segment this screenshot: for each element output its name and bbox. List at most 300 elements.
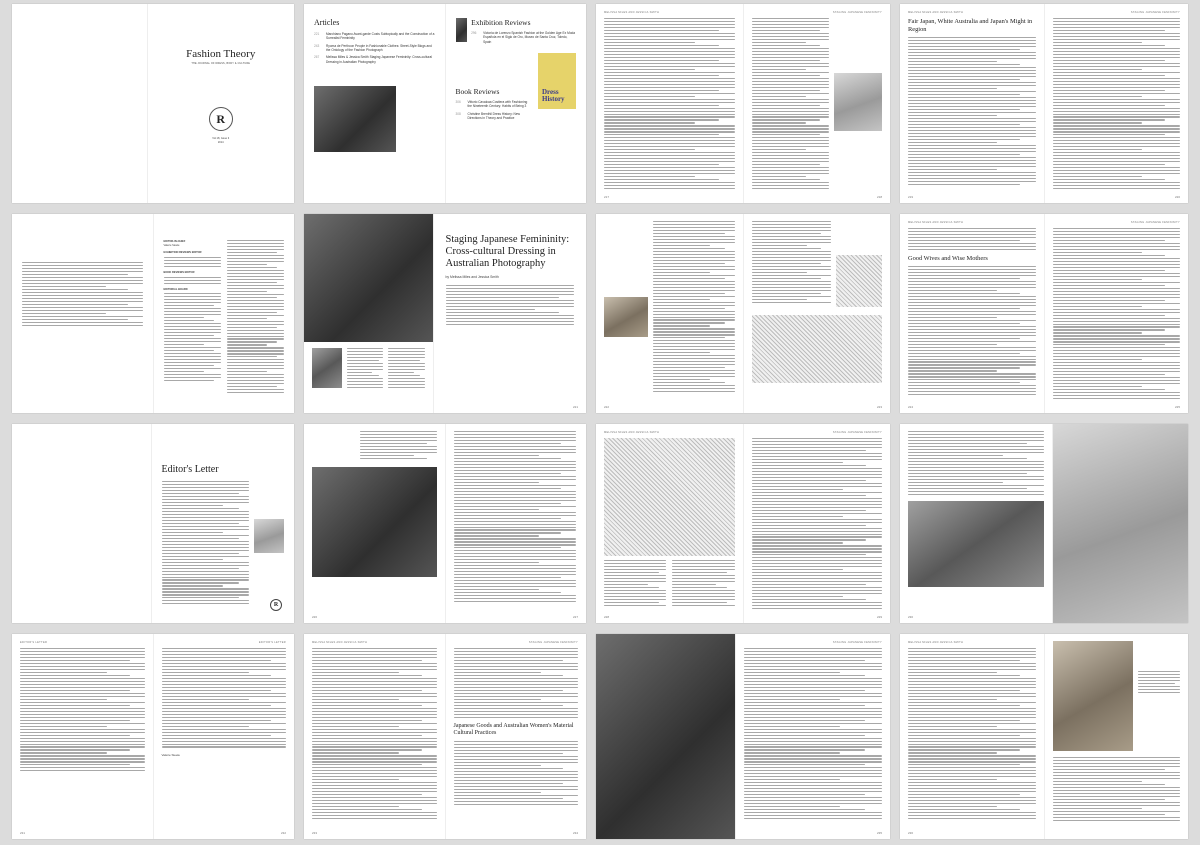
text-line	[604, 137, 735, 138]
text-line	[1053, 33, 1181, 34]
text-line	[454, 482, 540, 483]
text-line	[1053, 234, 1181, 235]
text-line	[454, 553, 577, 554]
text-line	[604, 167, 735, 168]
text-line	[744, 648, 883, 649]
text-line	[908, 482, 1003, 483]
text-line	[227, 374, 284, 375]
text-line	[312, 726, 399, 727]
text-line	[604, 102, 735, 103]
text-line	[1053, 261, 1181, 262]
text-line	[672, 599, 734, 600]
text-line	[227, 336, 284, 337]
text-line	[604, 161, 735, 162]
text-line	[653, 245, 710, 246]
text-line	[604, 108, 735, 109]
text-line	[22, 289, 128, 290]
opening-photo-page	[304, 214, 434, 413]
article-page-i-left	[596, 634, 736, 839]
text-line	[744, 770, 883, 771]
editor-portrait	[254, 519, 284, 553]
text-line	[908, 675, 1020, 676]
text-line	[454, 762, 579, 763]
text-line	[752, 501, 883, 502]
text-line	[752, 75, 820, 76]
text-line	[1053, 240, 1165, 241]
masthead-right-page	[154, 214, 295, 413]
text-line	[752, 590, 883, 591]
publisher-logo-letter: R	[216, 111, 226, 126]
text-line	[1053, 258, 1181, 259]
text-line	[312, 705, 422, 706]
text-line	[1053, 760, 1181, 761]
book-cover	[538, 53, 576, 109]
text-line	[744, 654, 883, 655]
text-line	[1053, 365, 1181, 366]
text-line	[388, 384, 424, 385]
article-page-j-left	[900, 634, 1045, 839]
letter-continued-right	[154, 634, 295, 839]
book-reviews-editor-heading: BOOK REVIEWS EDITOR	[163, 270, 195, 274]
text-line	[227, 288, 284, 289]
text-line	[20, 755, 145, 756]
text-line	[752, 263, 822, 264]
text-line	[162, 717, 287, 718]
text-line	[908, 794, 1020, 795]
text-line	[227, 300, 284, 301]
text-line	[604, 593, 666, 594]
text-line	[1053, 143, 1181, 144]
masthead-names	[164, 277, 221, 284]
text-line	[752, 462, 843, 463]
text-line	[312, 749, 422, 750]
text-line	[20, 648, 145, 649]
reviewer-portrait	[456, 18, 468, 42]
text-line	[347, 369, 383, 370]
text-line	[446, 318, 575, 319]
text-line	[162, 720, 272, 721]
text-line	[227, 249, 284, 250]
text-line	[1053, 778, 1181, 779]
text-line	[454, 488, 562, 489]
text-line	[227, 252, 277, 253]
text-line	[454, 663, 579, 664]
text-line	[653, 284, 735, 285]
text-line	[908, 100, 1036, 101]
text-line	[227, 246, 284, 247]
text-line	[454, 777, 579, 778]
text-line	[752, 551, 883, 552]
text-line	[752, 266, 832, 267]
text-line	[908, 157, 1036, 158]
text-line	[1053, 30, 1165, 31]
running-head-left: MELISSA MILES AND JESSICA SMITH	[908, 221, 964, 224]
body-text	[752, 18, 830, 189]
text-line	[164, 283, 221, 284]
toc-page-number: 296	[471, 31, 477, 35]
text-line	[312, 785, 437, 786]
text-line	[312, 755, 437, 756]
text-line	[1053, 42, 1142, 43]
text-line	[22, 319, 128, 320]
text-line	[20, 690, 130, 691]
text-line	[162, 588, 250, 589]
text-line	[1053, 315, 1165, 316]
text-line	[908, 166, 1036, 167]
text-line	[752, 474, 883, 475]
text-line	[1053, 164, 1165, 165]
text-line	[908, 178, 1036, 179]
text-line	[752, 63, 830, 64]
text-line	[908, 359, 1036, 360]
text-line	[162, 666, 287, 667]
text-line	[752, 108, 830, 109]
text-line	[227, 276, 284, 277]
text-line	[1053, 39, 1181, 40]
text-line	[162, 597, 239, 598]
article-page-f-right	[744, 424, 891, 623]
text-line	[1138, 686, 1181, 687]
text-line	[162, 690, 272, 691]
text-line	[908, 815, 1036, 816]
text-line	[312, 809, 422, 810]
text-line	[312, 729, 437, 730]
text-line	[162, 529, 250, 530]
folio: 232	[280, 831, 286, 835]
text-line	[1053, 769, 1165, 770]
text-line	[454, 574, 577, 575]
text-line	[20, 746, 145, 747]
text-line	[908, 461, 1044, 462]
text-line	[744, 773, 883, 774]
folio: 236	[908, 831, 914, 835]
text-line	[752, 119, 820, 120]
text-line	[454, 470, 577, 471]
text-line	[744, 657, 883, 658]
text-line	[1053, 152, 1181, 153]
folio: 222	[604, 405, 610, 409]
text-line	[454, 654, 579, 655]
text-line	[752, 608, 883, 609]
text-line	[908, 394, 1036, 395]
text-line	[908, 494, 1044, 495]
text-line	[20, 752, 107, 753]
text-line	[20, 735, 130, 736]
text-line	[672, 560, 734, 561]
text-line	[752, 486, 883, 487]
text-line	[604, 566, 666, 567]
text-line	[162, 562, 250, 563]
text-line	[454, 651, 579, 652]
text-line	[454, 568, 577, 569]
text-line	[454, 497, 577, 498]
text-line	[1053, 179, 1165, 180]
text-line	[908, 373, 1036, 374]
text-line	[347, 375, 379, 376]
text-line	[1053, 249, 1181, 250]
text-line	[752, 170, 830, 171]
text-line	[162, 741, 287, 742]
text-line	[454, 556, 577, 557]
text-line	[347, 363, 383, 364]
text-line	[164, 356, 221, 357]
text-line	[1053, 790, 1181, 791]
text-line	[20, 657, 145, 658]
text-line	[347, 348, 383, 349]
text-line	[454, 804, 579, 805]
text-line	[454, 678, 579, 679]
text-line	[604, 152, 735, 153]
text-line	[164, 257, 221, 258]
text-line	[388, 381, 424, 382]
text-line	[752, 30, 820, 31]
text-line	[908, 779, 997, 780]
text-line	[908, 752, 997, 753]
text-line	[312, 651, 437, 652]
text-line	[22, 292, 143, 293]
spread-article-b	[900, 4, 1188, 203]
article-page-g-right	[1053, 424, 1189, 623]
section-heading: Fair Japan, White Australia and Japan's Might in Region	[908, 18, 1033, 33]
text-line	[162, 746, 287, 747]
text-line	[752, 299, 808, 300]
text-line	[908, 776, 1036, 777]
text-line	[454, 753, 564, 754]
text-line	[162, 681, 287, 682]
text-line	[1053, 811, 1181, 812]
text-line	[347, 351, 383, 352]
text-line	[162, 493, 239, 494]
text-line	[227, 291, 267, 292]
text-line	[20, 696, 145, 697]
text-line	[446, 288, 575, 289]
text-line	[162, 490, 250, 491]
text-line	[162, 535, 250, 536]
text-line	[752, 122, 806, 123]
text-line	[604, 66, 735, 67]
text-line	[312, 696, 437, 697]
text-line	[604, 75, 719, 76]
text-line	[744, 758, 883, 759]
text-line	[227, 282, 277, 283]
text-line	[1053, 341, 1181, 342]
text-line	[908, 788, 1036, 789]
figure-engraving	[604, 438, 735, 556]
text-line	[752, 465, 867, 466]
text-line	[752, 278, 822, 279]
text-line	[752, 566, 883, 567]
text-line	[454, 672, 541, 673]
text-line	[744, 732, 883, 733]
text-line	[604, 140, 735, 141]
text-line	[908, 690, 1020, 691]
text-line	[162, 735, 272, 736]
text-line	[1053, 814, 1165, 815]
text-line	[908, 181, 1036, 182]
issue-label: Vol 18, Issue 3	[212, 137, 230, 141]
running-head-left: EDITOR'S LETTER	[20, 641, 48, 644]
text-line	[312, 741, 437, 742]
body-text	[672, 560, 734, 606]
body-text	[454, 648, 579, 718]
text-line	[1053, 784, 1165, 785]
toc-page-number: 221	[314, 32, 320, 36]
text-line	[908, 332, 1036, 333]
text-line	[653, 370, 735, 371]
text-line	[454, 583, 577, 584]
text-line	[604, 563, 666, 564]
text-line	[908, 163, 1036, 164]
text-line	[227, 243, 284, 244]
text-line	[1053, 395, 1181, 396]
text-line	[908, 85, 1036, 86]
text-line	[1053, 344, 1165, 345]
toc-entry-text: Marchiano Pagano Avant-garde Costs Subtopically and the Construction of a Surrealist Femininity	[326, 32, 435, 41]
text-line	[454, 589, 540, 590]
text-line	[752, 492, 883, 493]
text-line	[162, 559, 223, 560]
text-line	[164, 280, 221, 281]
text-line	[604, 122, 695, 123]
exhibitions-list	[471, 31, 576, 44]
text-line	[908, 663, 1036, 664]
text-line	[604, 24, 735, 25]
spread-contents	[304, 4, 586, 203]
text-line	[1053, 353, 1181, 354]
text-line	[1053, 276, 1181, 277]
text-line	[908, 112, 1036, 113]
text-line	[908, 103, 1036, 104]
running-head-left: MELISSA MILES AND JESSICA SMITH	[908, 641, 964, 644]
text-line	[908, 437, 1044, 438]
text-line	[20, 764, 130, 765]
text-line	[908, 237, 1036, 238]
text-line	[227, 279, 284, 280]
text-line	[752, 513, 883, 514]
text-line	[604, 63, 735, 64]
text-line	[908, 388, 1036, 389]
text-line	[454, 458, 562, 459]
text-line	[908, 344, 997, 345]
toc-page-number: 267	[314, 55, 320, 60]
text-line	[1138, 680, 1181, 681]
text-line	[908, 791, 1036, 792]
text-line	[908, 687, 1036, 688]
text-line	[744, 746, 883, 747]
text-line	[752, 179, 820, 180]
text-line	[360, 431, 437, 432]
text-line	[454, 559, 577, 560]
text-line	[1053, 338, 1181, 339]
text-line	[752, 536, 883, 537]
text-line	[752, 534, 883, 535]
text-line	[20, 687, 145, 688]
text-line	[752, 69, 806, 70]
text-line	[227, 371, 267, 372]
text-line	[20, 702, 145, 703]
text-line	[454, 521, 577, 522]
text-line	[752, 66, 830, 67]
text-line	[312, 803, 437, 804]
text-line	[347, 372, 372, 373]
text-line	[20, 669, 145, 670]
text-line	[908, 290, 997, 291]
text-line	[908, 320, 1036, 321]
text-line	[653, 343, 735, 344]
text-line	[752, 36, 830, 37]
text-line	[454, 780, 579, 781]
text-line	[744, 690, 866, 691]
text-line	[1053, 87, 1181, 88]
toc-entry	[456, 100, 533, 109]
text-line	[653, 305, 735, 306]
text-line	[604, 27, 735, 28]
text-line	[744, 741, 883, 742]
text-line	[312, 720, 422, 721]
text-line	[312, 681, 437, 682]
text-line	[653, 314, 735, 315]
text-line	[312, 815, 437, 816]
text-line	[908, 732, 1036, 733]
spread-article-h	[304, 634, 586, 839]
text-line	[908, 726, 997, 727]
text-line	[908, 654, 1036, 655]
text-line	[604, 599, 666, 600]
text-line	[227, 383, 284, 384]
text-line	[653, 230, 735, 231]
text-line	[454, 690, 564, 691]
text-line	[653, 352, 710, 353]
text-line	[908, 311, 1036, 312]
text-line	[164, 302, 221, 303]
text-line	[752, 105, 820, 106]
text-line	[454, 518, 562, 519]
text-line	[752, 504, 883, 505]
text-line	[744, 699, 841, 700]
running-head-right: STAGING JAPANESE FEMININITY	[528, 641, 578, 644]
text-line	[744, 735, 866, 736]
text-line	[752, 227, 832, 228]
text-line	[908, 761, 1036, 762]
text-line	[752, 296, 832, 297]
text-line	[20, 749, 130, 750]
text-line	[446, 306, 575, 307]
text-line	[908, 184, 1020, 185]
text-line	[388, 360, 420, 361]
text-line	[752, 233, 822, 234]
text-line	[908, 449, 1044, 450]
text-line	[22, 280, 143, 281]
text-line	[908, 455, 1003, 456]
text-line	[454, 768, 564, 769]
text-line	[162, 648, 287, 649]
text-line	[908, 723, 1036, 724]
text-line	[446, 297, 559, 298]
text-line	[604, 158, 735, 159]
text-line	[312, 687, 437, 688]
text-line	[162, 505, 223, 506]
text-line	[454, 440, 577, 441]
text-line	[752, 560, 883, 561]
text-line	[908, 79, 1020, 80]
text-line	[908, 485, 1044, 486]
text-line	[744, 681, 883, 682]
text-line	[653, 248, 725, 249]
text-line	[744, 711, 883, 712]
letter-text	[162, 481, 250, 604]
text-line	[908, 729, 1036, 730]
article-page-d-right	[1045, 214, 1189, 413]
